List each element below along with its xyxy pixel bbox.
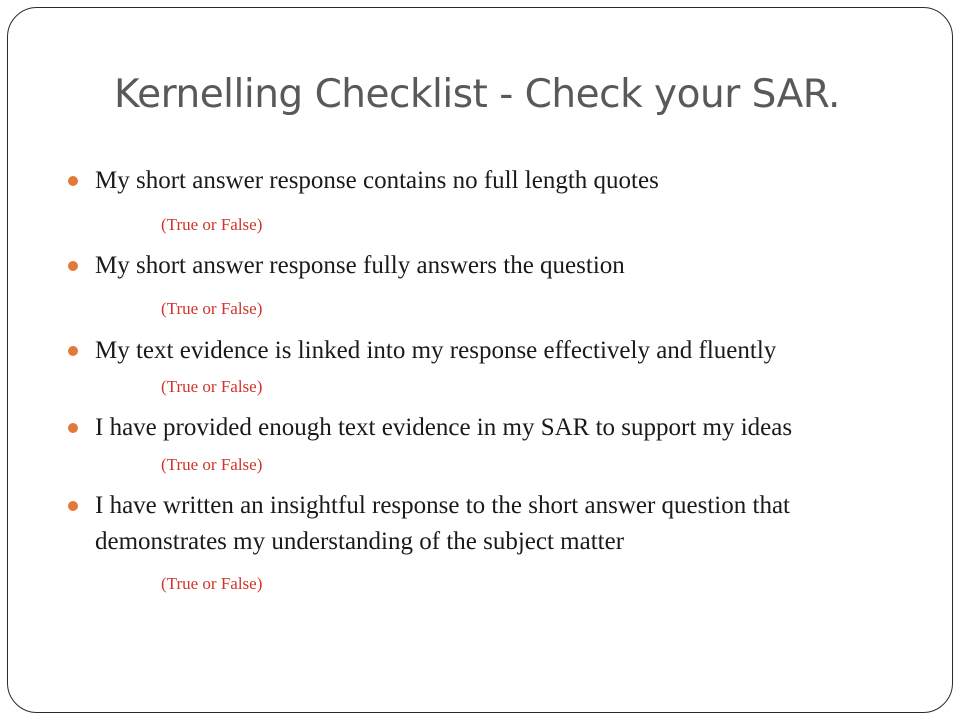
checklist-item-text: I have written an insightful response to the short answer question that demonstrates my understanding of the subject matter	[95, 492, 790, 555]
checklist-item-text: I have provided enough text evidence in my SAR to support my ideas	[95, 414, 793, 441]
bullet-icon	[68, 501, 78, 511]
checklist-item	[95, 333, 915, 369]
true-or-false-note: (True or False)	[161, 455, 263, 474]
true-or-false-note: (True or False)	[161, 574, 263, 593]
true-or-false-note: (True or False)	[161, 299, 263, 318]
bullet-icon	[68, 346, 78, 356]
true-or-false-note: (True or False)	[161, 377, 263, 396]
checklist-item	[95, 488, 915, 560]
bullet-icon	[68, 261, 78, 271]
slide-title: Kernelling Checklist - Check your SAR.	[114, 72, 840, 117]
checklist-item-text: My text evidence is linked into my response effectively and fluently	[95, 337, 777, 364]
slide-frame	[7, 7, 953, 713]
true-or-false-note: (True or False)	[161, 215, 263, 234]
checklist-item	[95, 410, 915, 446]
checklist-item	[95, 248, 915, 284]
checklist-item	[95, 163, 915, 199]
bullet-icon	[68, 423, 78, 433]
checklist-item-text: My short answer response fully answers the question	[95, 252, 625, 279]
bullet-icon	[68, 176, 78, 186]
checklist-item-text: My short answer response contains no full length quotes	[95, 167, 659, 194]
